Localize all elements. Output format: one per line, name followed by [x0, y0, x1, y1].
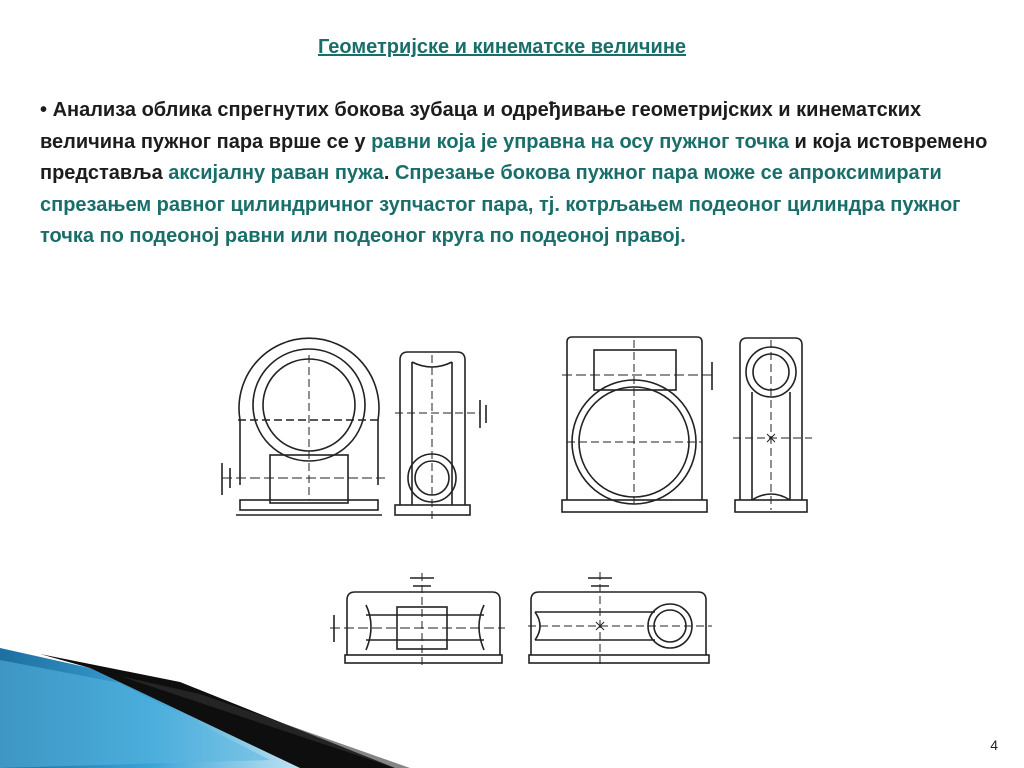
bullet-marker: •	[40, 99, 48, 121]
drawing-side-view-1	[395, 352, 486, 520]
paragraph-text-2: и која истовремено представља	[40, 130, 988, 184]
highlight-text-3: Спрезање бокова пужног пара може се апроксимирати спрезањем равног цилиндричног зупчастог пара, тј. котрљањем подеоног цилиндра пужног точка по подеоној равни или подеоног круга по подеоној правој.	[40, 162, 961, 247]
drawing-side-view-2	[733, 338, 812, 512]
paragraph-text-3: .	[383, 162, 395, 184]
drawing-top-view-2	[528, 572, 712, 668]
slide-title: Геометријске и кинематске величине	[317, 36, 687, 58]
drawing-top-view-1	[330, 573, 505, 668]
paragraph-text-1: Анализа облика спрегнутих бокова зубаца и одређивање геометријских и кинематских величина пужног пара врше се у	[40, 99, 922, 153]
drawing-front-view-2	[562, 337, 715, 512]
page-number: 4	[990, 737, 998, 753]
highlight-text-1: равни која је управна на осу пужног точка	[371, 130, 789, 153]
drawing-front-view-1	[222, 338, 385, 515]
highlight-text-2: аксијалну раван пужа	[168, 162, 384, 184]
